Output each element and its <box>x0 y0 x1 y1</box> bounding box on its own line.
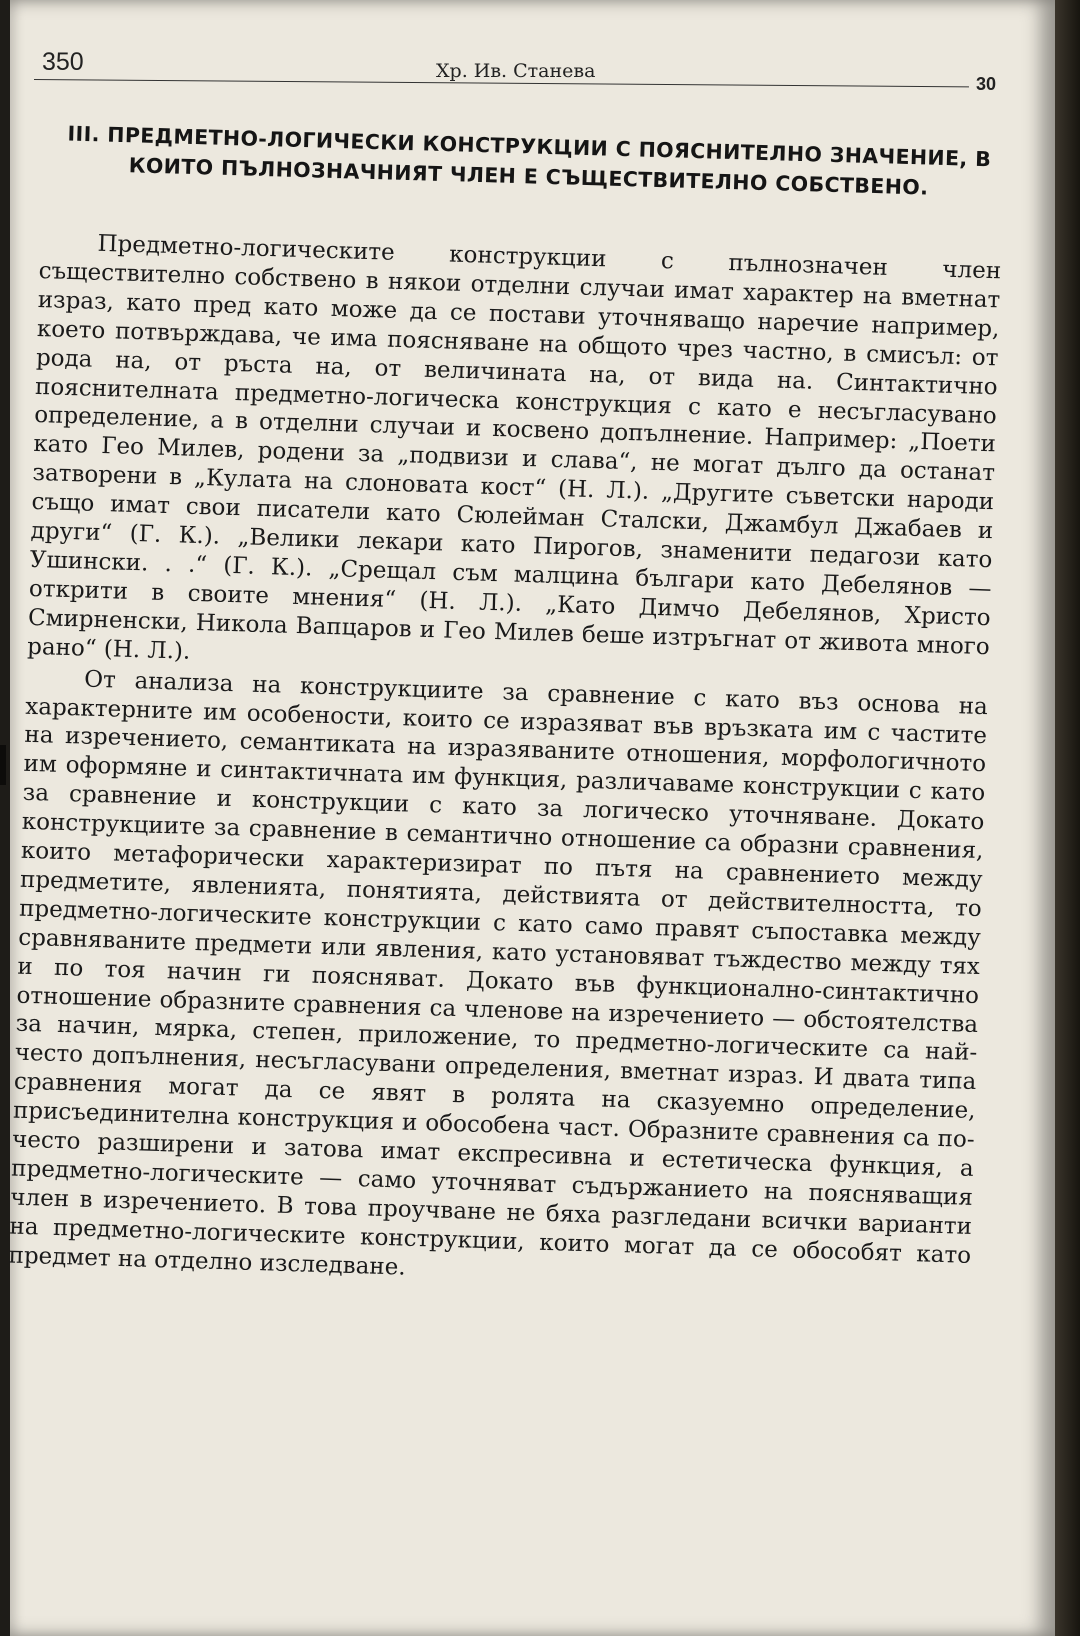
paragraph: От анализа на конструкциите за сравнение с като въз основа на характерните им особености, които се изразяват във връзката им с частите на изречението, семантиката на изразяваните отношения, морфологичното им оформяне и синтактичната им функция, различаваме конструкции с като за сравнение и конструкции с като за логическо уточняване. Докато конструкциите за сравнение в семантично отношение са образни сравнения, които метафорически характеризират по пътя на сравнението между предметите, явленията, понятията, действията от действителността, то предметно-логическите конструкции с като само правят съпоставка между сравняваните предмети или явления, като установяват тъждество между тях и по тоя начин ги поясняват. Докато във функционално-синтактично отношение образните сравнения са членове на изречението — обстоятелства за начин, мярка, степен, приложение, то предметно-логическите са най-често допълнения, несъгласувани определения, вметнат израз. И двата типа сравнения могат да се явят в ролята на сказуемно определение, присъединителна конструкция и обособена част. Образните сравнения са по-често разширени и затова имат експресивна и естетическа функция, а предметно-логическите — само уточняват съдържанието на поясняващия член в изречението. В това проучване не бяха разгледани всички варианти на предметно-логическите конструкции, които могат да се обособят като предмет на отделно изследване. <box>8 666 989 1281</box>
section-title: III. ПРЕДМЕТНО-ЛОГИЧЕСКИ КОНСТРУКЦИИ С ПОЯСНИТЕЛНО ЗНАЧЕНИЕ, В КОИТО ПЪЛНОЗНАЧНИЯТ ЧЛЕН Е СЪЩЕСТВИТЕЛНО СОБСТВЕНО. <box>67 121 992 200</box>
page-header <box>34 44 1034 100</box>
page-edge-mark <box>0 745 6 785</box>
body-text <box>8 228 1001 1300</box>
paragraph: Предметно-логическите конструкции с пълнозначен член съществително собствено в някои отделни случаи имат характер на вметнат израз, като пред като може да се постави уточняващо наречие например, което потвърждава, че има поясняване на общото чрез частно, в смисъл: от рода на, от ръста на, от величината на, от вида на. Синтактично пояснителната предметно-логическа конструкция с като е несъгласувано определение, а в отделни случаи и косвено допълнение. Например: „Поети като Гео Милев, родени за „подвизи и слава“, не могат дълго да останат затворени в „Кулата на слоновата кост“ (Н. Л.). „Другите съветски народи също имат свои писатели като Сюлейман Сталски, Джамбул Джабаев и други“ (Г. К.). „Велики лекари като Пирогов, знаменити педагози като Ушински. . .“ (Г. К.). „Срещал съм малцина българи като Дебелянов — открити в своите мнения“ (Н. Л.). „Като Димчо Дебелянов, Христо Смирненски, Никола Вапцаров и Гео Милев беше изтръгнат от живота много рано“ (Н. Л.). <box>26 230 1002 665</box>
book-page <box>10 0 1055 1636</box>
book-gutter-shadow <box>1055 0 1080 1636</box>
page-number: 350 <box>42 48 84 76</box>
corner-mark: 30 <box>976 74 997 94</box>
running-head-author: Хр. Ив. Станева <box>436 60 596 82</box>
